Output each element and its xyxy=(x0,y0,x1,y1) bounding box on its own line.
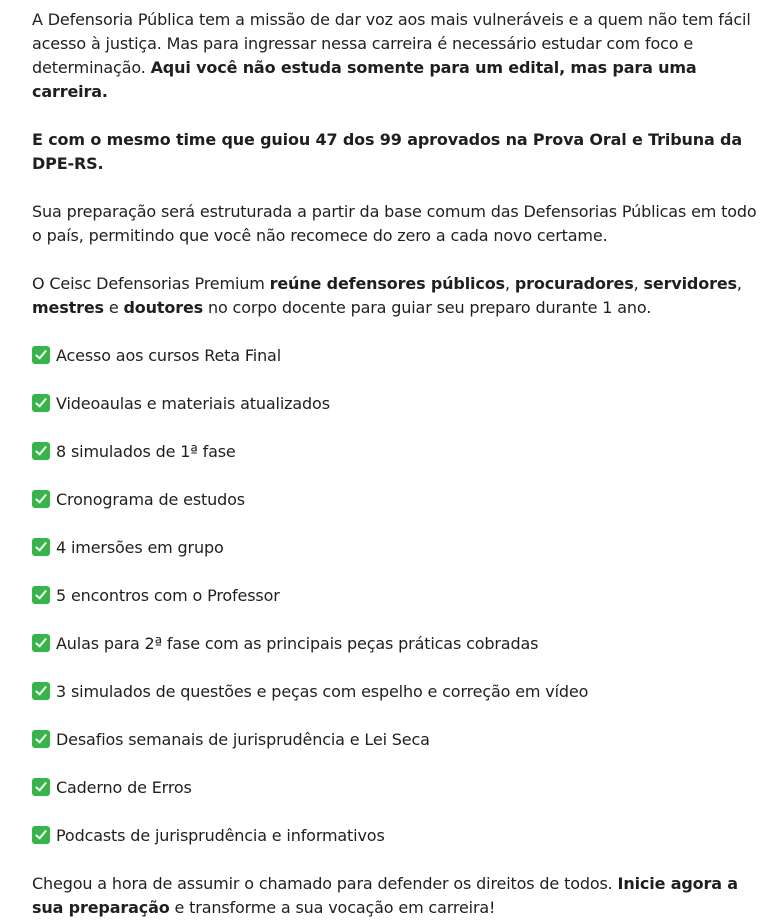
feature-label: 8 simulados de 1ª fase xyxy=(56,442,236,461)
faculty-separator: e xyxy=(103,298,124,317)
faculty-separator: , xyxy=(633,274,644,293)
faculty-highlight-servidores: servidores xyxy=(643,274,737,293)
feature-label: Acesso aos cursos Reta Final xyxy=(56,346,282,365)
feature-label: 3 simulados de questões e peças com espelho e correção em vídeo xyxy=(56,682,589,701)
intro-text: A Defensoria Pública tem a missão de dar voz aos mais vulneráveis e a quem não tem fácil acesso à justiça. Mas para ingressar nessa carreira é necessário estudar com foco e determinação. xyxy=(32,10,751,77)
closing-text: Chegou a hora de assumir o chamado para defender os direitos de todos. xyxy=(32,874,618,893)
course-description xyxy=(32,8,757,920)
feature-label: Videoaulas e materiais atualizados xyxy=(56,394,330,413)
feature-item xyxy=(32,680,757,704)
feature-item xyxy=(32,824,757,848)
faculty-highlight-procuradores: procuradores xyxy=(514,274,634,293)
prep-paragraph xyxy=(32,200,757,248)
intro-highlight: Aqui você não estuda somente para um edital, mas para uma carreira. xyxy=(32,58,697,101)
faculty-separator: , xyxy=(504,274,515,293)
feature-item xyxy=(32,536,757,560)
feature-item xyxy=(32,344,757,368)
check-mark-icon xyxy=(32,346,50,364)
team-highlight: E com o mesmo time que guiou 47 dos 99 aprovados na Prova Oral e Tribuna da DPE-RS. xyxy=(32,130,743,173)
faculty-text-end: no corpo docente para guiar seu preparo durante 1 ano. xyxy=(203,298,652,317)
faculty-text-start: O Ceisc Defensorias Premium xyxy=(32,274,270,293)
check-mark-icon xyxy=(32,634,50,652)
prep-text: Sua preparação será estruturada a partir da base comum das Defensorias Públicas em todo o país, permitindo que você não recomece do zero a cada novo certame. xyxy=(32,202,757,245)
check-mark-icon xyxy=(32,394,50,412)
feature-item xyxy=(32,584,757,608)
feature-item xyxy=(32,440,757,464)
team-paragraph xyxy=(32,128,757,176)
closing-text-end: e transforme a sua vocação em carreira! xyxy=(169,898,496,917)
feature-label: 5 encontros com o Professor xyxy=(56,586,280,605)
faculty-separator: , xyxy=(736,274,742,293)
faculty-paragraph xyxy=(32,272,757,320)
faculty-highlight-mestres: mestres xyxy=(32,298,104,317)
feature-item xyxy=(32,632,757,656)
closing-highlight: Inicie agora a sua preparação xyxy=(32,874,738,917)
check-mark-icon xyxy=(32,490,50,508)
feature-label: Desafios semanais de jurisprudência e Lei Seca xyxy=(56,730,430,749)
check-mark-icon xyxy=(32,586,50,604)
faculty-highlight-defensores: reúne defensores públicos xyxy=(269,274,505,293)
feature-item xyxy=(32,728,757,752)
closing-paragraph xyxy=(32,872,757,920)
feature-label: Caderno de Erros xyxy=(56,778,192,797)
feature-label: 4 imersões em grupo xyxy=(56,538,224,557)
intro-paragraph xyxy=(32,8,757,104)
feature-label: Aulas para 2ª fase com as principais peças práticas cobradas xyxy=(56,634,539,653)
feature-label: Podcasts de jurisprudência e informativos xyxy=(56,826,385,845)
faculty-highlight-doutores: doutores xyxy=(123,298,204,317)
check-mark-icon xyxy=(32,730,50,748)
check-mark-icon xyxy=(32,442,50,460)
feature-item xyxy=(32,488,757,512)
feature-label: Cronograma de estudos xyxy=(56,490,245,509)
feature-item xyxy=(32,392,757,416)
check-mark-icon xyxy=(32,778,50,796)
check-mark-icon xyxy=(32,826,50,844)
check-mark-icon xyxy=(32,682,50,700)
feature-item xyxy=(32,776,757,800)
check-mark-icon xyxy=(32,538,50,556)
